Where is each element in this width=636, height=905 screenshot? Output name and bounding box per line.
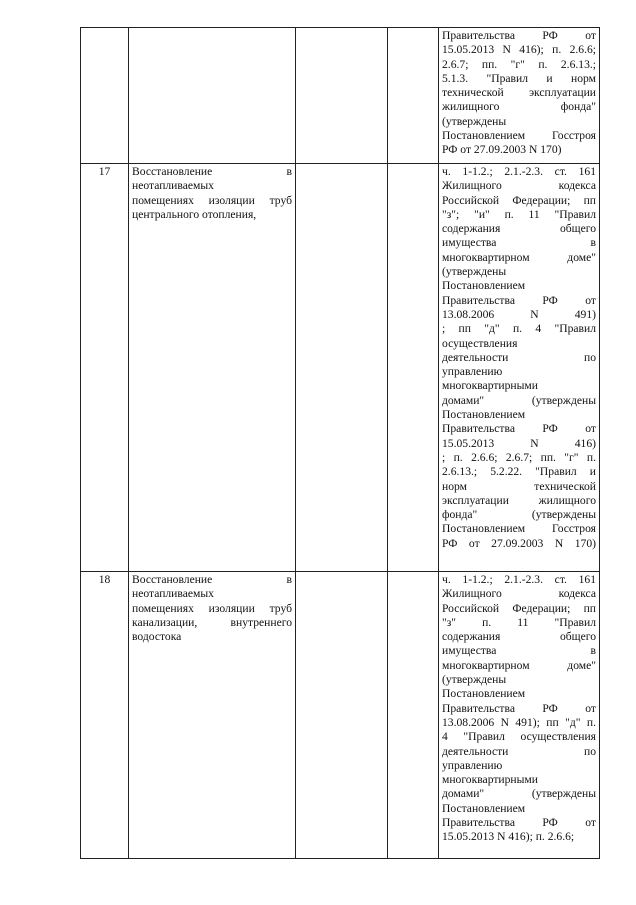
legal-basis-cell <box>439 572 600 859</box>
text-line: Постановлением Госстроя <box>442 129 596 143</box>
text-line: помещениях изоляции труб <box>132 193 292 207</box>
text-line: 15.05.2013 N 416); п. 2.6.6; <box>442 830 575 844</box>
text-line: Российской Федерации; пп <box>442 193 596 207</box>
text-line: "з"; "и" п. 11 "Правил <box>442 207 596 221</box>
text-line: Постановлением <box>442 687 526 701</box>
text-line: неотапливаемых <box>132 179 214 193</box>
text-line: имущества в <box>442 236 596 250</box>
text-line: (утверждены <box>442 673 507 687</box>
text-line: канализации, внутреннего <box>132 615 292 629</box>
text-line: управлению <box>442 758 503 772</box>
text-line: норм технической <box>442 479 596 493</box>
text-line: "з" п. 11 "Правил <box>442 615 596 629</box>
table-row <box>81 164 600 572</box>
text-line: Правительства РФ от <box>442 422 596 436</box>
text-line: Российской Федерации; пп <box>442 601 596 615</box>
work-name-cell <box>129 164 296 572</box>
work-name-text <box>132 573 292 644</box>
text-line: Правительства РФ от <box>442 293 596 307</box>
empty-cell <box>296 28 388 164</box>
text-line: Восстановление в <box>132 165 292 178</box>
text-line: деятельности по <box>442 744 596 758</box>
text-line: содержания общего <box>442 630 596 644</box>
empty-cell <box>388 572 439 859</box>
text-line: Восстановление в <box>132 573 292 586</box>
text-line: ; пп "д" п. 4 "Правил <box>442 322 596 336</box>
text-line: Постановлением Госстроя <box>442 522 596 536</box>
work-name-cell <box>129 572 296 859</box>
text-line: многоквартирными <box>442 773 538 787</box>
text-line: водостока <box>132 630 182 644</box>
text-line: содержания общего <box>442 222 596 236</box>
text-line: центрального отопления, <box>132 207 257 221</box>
text-line: Правительства РФ от <box>442 816 596 830</box>
text-line: технической эксплуатации <box>442 86 596 100</box>
text-line: деятельности по <box>442 350 596 364</box>
work-name-text <box>132 165 292 222</box>
row-number-cell <box>81 28 129 164</box>
text-line: (утверждены <box>442 114 507 128</box>
text-line: (утверждены <box>442 265 507 279</box>
text-line: Постановлением <box>442 801 526 815</box>
requirements-table <box>80 27 600 859</box>
text-line: Правительства РФ от <box>442 29 596 42</box>
text-line: ч. 1-1.2.; 2.1.-2.3. ст. 161 <box>442 573 596 586</box>
text-line: неотапливаемых <box>132 587 214 601</box>
work-name-cell <box>129 28 296 164</box>
text-line: Постановлением <box>442 279 526 293</box>
text-line: многоквартирном доме" <box>442 658 596 672</box>
text-line: Правительства РФ от <box>442 701 596 715</box>
text-line: РФ от 27.09.2003 N 170) <box>442 143 562 157</box>
legal-basis-text <box>442 29 596 158</box>
text-line: домами" (утверждены <box>442 393 596 407</box>
table-row <box>81 28 600 164</box>
text-line: многоквартирными <box>442 379 538 393</box>
legal-basis-text <box>442 573 596 845</box>
text-line: Постановлением <box>442 408 526 422</box>
row-number-cell: 18 <box>81 572 129 859</box>
text-line: управлению <box>442 365 503 379</box>
empty-cell <box>388 28 439 164</box>
text-line: 2.6.13.; 5.2.22. "Правил и <box>442 465 596 479</box>
empty-cell <box>296 572 388 859</box>
text-line: 15.05.2013 N 416); п. 2.6.6; <box>442 43 596 57</box>
text-line: ч. 1-1.2.; 2.1.-2.3. ст. 161 <box>442 165 596 178</box>
text-line: многоквартирном доме" <box>442 250 596 264</box>
text-line: ; п. 2.6.6; 2.6.7; пп. "г" п. <box>442 450 596 464</box>
text-line: 13.08.2006 N 491); пп "д" п. <box>442 715 596 729</box>
text-line: домами" (утверждены <box>442 787 596 801</box>
empty-cell <box>388 164 439 572</box>
text-line: эксплуатации жилищного <box>442 493 596 507</box>
table-row <box>81 572 600 859</box>
text-line: имущества в <box>442 644 596 658</box>
text-line: 15.05.2013 N 416) <box>442 436 596 450</box>
row-number-cell: 17 <box>81 164 129 572</box>
text-line: 4 "Правил осуществления <box>442 730 596 744</box>
text-line: 13.08.2006 N 491) <box>442 307 596 321</box>
legal-basis-cell <box>439 28 600 164</box>
text-line: Жилищного кодекса <box>442 179 596 193</box>
text-line: осуществления <box>442 336 518 350</box>
text-line: 2.6.7; пп. "г" п. 2.6.13.; <box>442 57 596 71</box>
legal-basis-text <box>442 165 596 551</box>
text-line: жилищного фонда" <box>442 100 596 114</box>
text-line: Жилищного кодекса <box>442 587 596 601</box>
empty-cell <box>296 164 388 572</box>
text-line: помещениях изоляции труб <box>132 601 292 615</box>
text-line: 5.1.3. "Правил и норм <box>442 71 596 85</box>
text-line: фонда" (утверждены <box>442 508 596 522</box>
text-line: РФ от 27.09.2003 N 170) <box>442 536 596 550</box>
legal-basis-cell <box>439 164 600 572</box>
